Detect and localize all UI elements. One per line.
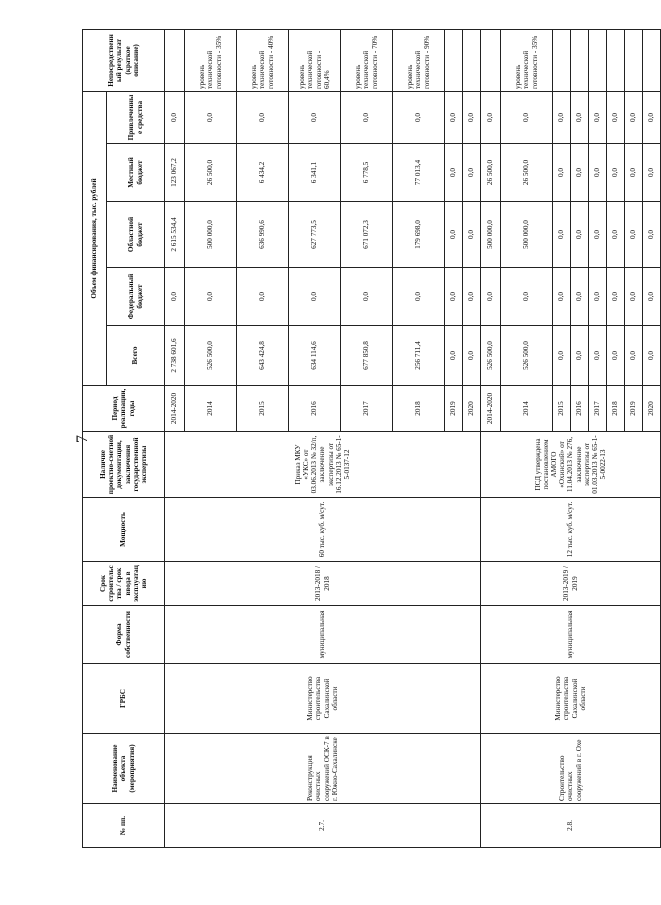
header-num: № пп.: [83, 804, 165, 848]
header-capacity: Мощность: [83, 498, 165, 562]
row-regional: 0,0: [553, 202, 571, 268]
row-result: уровень технической готовности - 35%: [501, 29, 553, 91]
row-total: 0,0: [625, 326, 643, 386]
header-private: Привлеченные средства: [107, 91, 165, 143]
row-local: 0,0: [553, 144, 571, 202]
row-local: 0,0: [625, 144, 643, 202]
row-private: 0,0: [185, 91, 237, 143]
row-result: [625, 29, 643, 91]
header-total: Всего: [107, 326, 165, 386]
item-num: 2.8.: [481, 804, 661, 848]
item-docs: ПСД утверждена постановлением АМОГО «Охинский» от 11.04.2013 № 276, заключение экспертизы от 01.03.2013 № 65-1-5-0022-13: [481, 432, 661, 498]
row-total: 2 738 601,6: [165, 326, 185, 386]
row-private: 0,0: [501, 91, 553, 143]
row-local: 0,0: [463, 144, 481, 202]
row-federal: 0,0: [289, 268, 341, 326]
row-local: 26 500,0: [481, 144, 501, 202]
row-regional: 0,0: [607, 202, 625, 268]
row-local: 0,0: [571, 144, 589, 202]
row-total: 0,0: [445, 326, 463, 386]
row-local: 26 500,0: [501, 144, 553, 202]
table-row: [165, 29, 185, 847]
row-federal: 0,0: [625, 268, 643, 326]
row-total: 256 711,4: [393, 326, 445, 386]
header-funding-group: Объем финансирования, тыс. рублей: [83, 91, 107, 385]
row-private: 0,0: [341, 91, 393, 143]
item-capacity: 60 тыс. куб. м/сут.: [165, 498, 481, 562]
header-period: Срок строительства / срок ввода в эксплуатацию: [83, 562, 165, 606]
funding-table: [82, 29, 661, 848]
row-year: 2020: [643, 386, 661, 432]
row-result: [607, 29, 625, 91]
row-private: 0,0: [553, 91, 571, 143]
row-total: 0,0: [571, 326, 589, 386]
row-local: 77 013,4: [393, 144, 445, 202]
row-total: 0,0: [589, 326, 607, 386]
item-capacity: 12 тыс. куб. м/сут.: [481, 498, 661, 562]
row-federal: 0,0: [237, 268, 289, 326]
row-regional: 0,0: [589, 202, 607, 268]
row-regional: 0,0: [625, 202, 643, 268]
row-local: 0,0: [589, 144, 607, 202]
row-regional: 0,0: [445, 202, 463, 268]
row-result: [445, 29, 463, 91]
header-federal: Федеральный бюджет: [107, 268, 165, 326]
row-local: 0,0: [643, 144, 661, 202]
row-federal: 0,0: [571, 268, 589, 326]
row-year: 2014: [501, 386, 553, 432]
row-result: уровень технической готовности - 70%: [341, 29, 393, 91]
row-regional: 0,0: [463, 202, 481, 268]
row-year: 2017: [589, 386, 607, 432]
row-year: 2020: [463, 386, 481, 432]
header-grbs: ГРБС: [83, 664, 165, 734]
row-federal: 0,0: [393, 268, 445, 326]
row-federal: 0,0: [445, 268, 463, 326]
row-result: [165, 29, 185, 91]
row-regional: 500 000,0: [185, 202, 237, 268]
row-private: 0,0: [165, 91, 185, 143]
row-federal: 0,0: [553, 268, 571, 326]
header-name: Наименование объекта (мероприятия): [83, 734, 165, 804]
row-total: 0,0: [607, 326, 625, 386]
header-docs: Наличие проектно-сметной документации, заключения государственной экспертизы: [83, 432, 165, 498]
header-ownership: Форма собственности: [83, 606, 165, 664]
row-year: 2018: [607, 386, 625, 432]
row-total: 0,0: [463, 326, 481, 386]
table-row: [481, 29, 501, 847]
row-local: 6 434,2: [237, 144, 289, 202]
row-local: 0,0: [607, 144, 625, 202]
item-period: 2013-2019 / 2019: [481, 562, 661, 606]
row-federal: 0,0: [165, 268, 185, 326]
item-name: Строительство очистных сооружений в г. Охе: [481, 734, 661, 804]
row-result: [463, 29, 481, 91]
row-private: 0,0: [289, 91, 341, 143]
row-federal: 0,0: [341, 268, 393, 326]
row-regional: 627 773,5: [289, 202, 341, 268]
row-private: 0,0: [445, 91, 463, 143]
row-year: 2015: [237, 386, 289, 432]
row-year: 2019: [445, 386, 463, 432]
rotated-page: [82, 30, 656, 848]
row-total: 526 500,0: [501, 326, 553, 386]
row-year: 2014-2020: [165, 386, 185, 432]
item-ownership: муниципальная: [165, 606, 481, 664]
item-period: 2013-2018 / 2018: [165, 562, 481, 606]
row-regional: 500 000,0: [481, 202, 501, 268]
row-private: 0,0: [625, 91, 643, 143]
row-regional: 179 698,0: [393, 202, 445, 268]
row-year: 2016: [571, 386, 589, 432]
item-ownership: муниципальная: [481, 606, 661, 664]
row-result: уровень технической готовности - 35%: [185, 29, 237, 91]
row-year: 2016: [289, 386, 341, 432]
row-federal: 0,0: [643, 268, 661, 326]
row-regional: 0,0: [571, 202, 589, 268]
row-federal: 0,0: [501, 268, 553, 326]
row-federal: 0,0: [463, 268, 481, 326]
row-private: 0,0: [571, 91, 589, 143]
item-name: Реконструкция очистных сооружений ОСК-7 в г. Южно-Сахалинске: [165, 734, 481, 804]
row-total: 634 114,6: [289, 326, 341, 386]
row-private: 0,0: [481, 91, 501, 143]
header-local: Местный бюджет: [107, 144, 165, 202]
row-result: уровень технической готовности - 60,4%: [289, 29, 341, 91]
row-private: 0,0: [589, 91, 607, 143]
item-grbs: Министерство строительства Сахалинской области: [165, 664, 481, 734]
item-docs: Приказ МКУ «УКС» от 03.06.2013 № 32/п, заключение экспертизы от 16.12.2013 № 65-1-5-0137-12: [165, 432, 481, 498]
row-total: 0,0: [553, 326, 571, 386]
page-number: 7: [74, 435, 91, 443]
row-year: 2018: [393, 386, 445, 432]
row-total: 677 850,8: [341, 326, 393, 386]
row-total: 526 500,0: [185, 326, 237, 386]
row-year: 2017: [341, 386, 393, 432]
row-federal: 0,0: [481, 268, 501, 326]
row-regional: 500 000,0: [501, 202, 553, 268]
row-regional: 671 072,3: [341, 202, 393, 268]
row-year: 2014-2020: [481, 386, 501, 432]
row-year: 2014: [185, 386, 237, 432]
row-result: [571, 29, 589, 91]
row-federal: 0,0: [607, 268, 625, 326]
row-result: [589, 29, 607, 91]
row-federal: 0,0: [589, 268, 607, 326]
row-private: 0,0: [237, 91, 289, 143]
row-total: 0,0: [643, 326, 661, 386]
header-years: Период реализации, годы: [83, 386, 165, 432]
row-year: 2019: [625, 386, 643, 432]
row-result: [553, 29, 571, 91]
row-result: [643, 29, 661, 91]
row-regional: 0,0: [643, 202, 661, 268]
row-private: 0,0: [393, 91, 445, 143]
header-regional: Областной бюджет: [107, 202, 165, 268]
row-local: 6 778,5: [341, 144, 393, 202]
item-num: 2.7.: [165, 804, 481, 848]
row-total: 526 500,0: [481, 326, 501, 386]
row-result: уровень технической готовности - 90%: [393, 29, 445, 91]
header-result: Непосредственный результат (краткое описание): [83, 29, 165, 91]
row-local: 6 341,1: [289, 144, 341, 202]
row-regional: 636 990,6: [237, 202, 289, 268]
row-local: 123 067,2: [165, 144, 185, 202]
row-year: 2015: [553, 386, 571, 432]
row-private: 0,0: [643, 91, 661, 143]
row-local: 0,0: [445, 144, 463, 202]
item-grbs: Министерство строительства Сахалинской области: [481, 664, 661, 734]
row-private: 0,0: [607, 91, 625, 143]
row-regional: 2 615 534,4: [165, 202, 185, 268]
row-private: 0,0: [463, 91, 481, 143]
row-result: [481, 29, 501, 91]
row-result: уровень технической готовности - 40%: [237, 29, 289, 91]
row-local: 26 500,0: [185, 144, 237, 202]
row-total: 643 424,8: [237, 326, 289, 386]
row-federal: 0,0: [185, 268, 237, 326]
